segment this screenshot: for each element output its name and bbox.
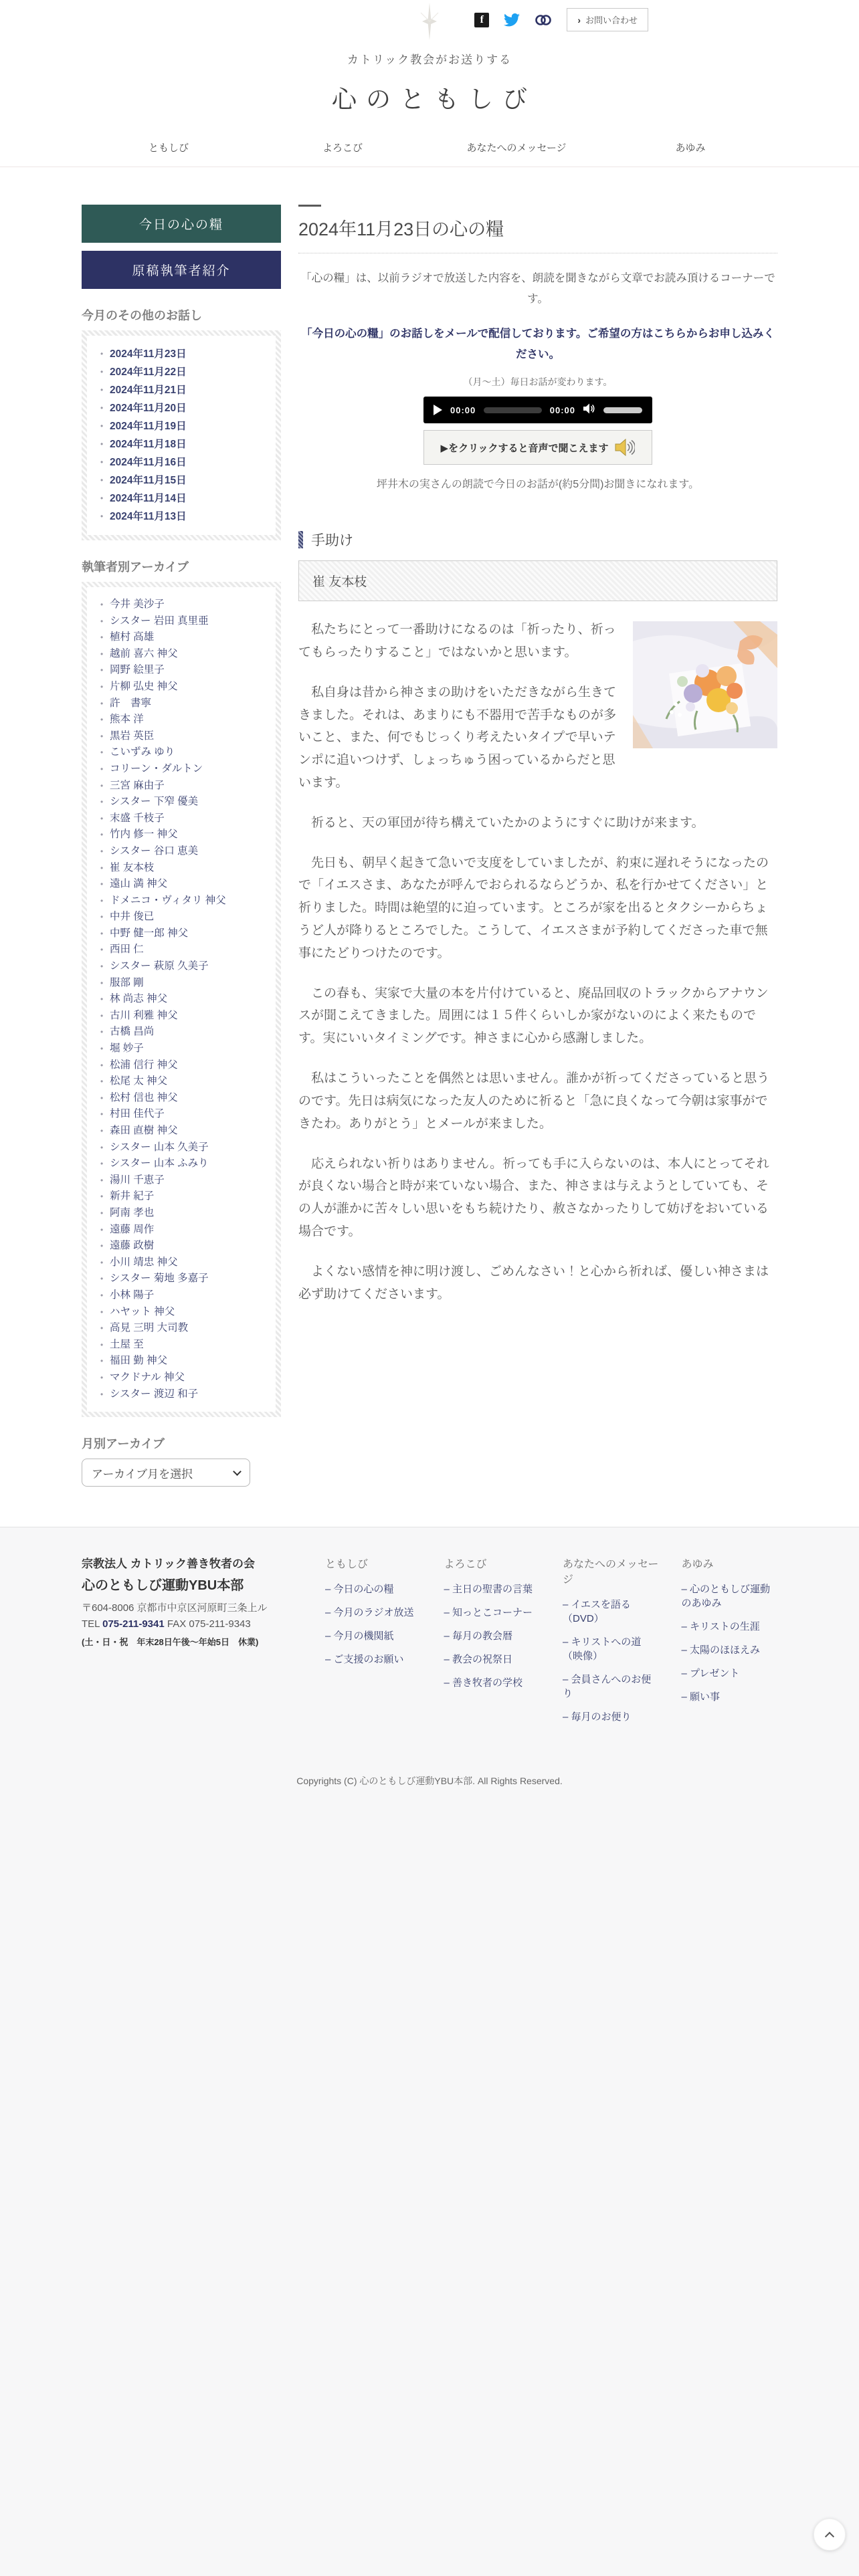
site-subtitle: カトリック教会がお送りする <box>347 53 512 66</box>
article-author-box <box>298 560 777 601</box>
audio-player[interactable] <box>423 397 652 423</box>
author-list-item <box>98 778 269 794</box>
author-list-item <box>98 1271 269 1287</box>
author-link[interactable]: 許 書寧 <box>110 697 152 709</box>
mail-signup-text[interactable]: 「今日の心の糧」のお話しをメールで配信しております。ご希望の方はこちらからお申し込みください。 <box>301 328 775 360</box>
org-address: 〒604-8006 京都市中京区河原町三条上ル <box>82 1602 268 1614</box>
author-link[interactable]: 三宮 麻由子 <box>110 779 165 791</box>
footer-link[interactable]: – イエスを語る（DVD） <box>563 1599 631 1624</box>
link-icon[interactable] <box>535 13 552 27</box>
footer-link[interactable]: – 毎月のお便り <box>563 1711 632 1723</box>
article-title <box>298 530 777 550</box>
footer-link-item <box>325 1628 421 1642</box>
footer-column-heading: あゆみ <box>681 1559 714 1571</box>
author-list-item <box>98 909 269 926</box>
article-paragraph: 私はこういったことを偶然とは思いません。誰かが祈ってくださっていると思うのです。先日は病気になった友人のために祈ると「急に良くなって今朝は家事ができたわ。ありがとう」とメールが来ました。 <box>298 1071 770 1131</box>
volume-bar[interactable] <box>603 407 642 413</box>
article-paragraph: 祈ると、天の軍団が待ち構えていたかのようにすぐに助けが来ます。 <box>298 815 704 830</box>
author-link[interactable]: 高見 三明 大司教 <box>110 1322 189 1334</box>
organization-info <box>82 1555 302 1733</box>
footer-link-item <box>325 1582 421 1596</box>
main-content <box>298 205 777 1487</box>
author-link[interactable]: 今井 美沙子 <box>110 599 165 610</box>
authors-intro-button[interactable]: 原稿執筆者紹介 <box>82 251 281 289</box>
author-list-item <box>98 958 269 975</box>
author-link[interactable]: 熊本 洋 <box>110 714 144 726</box>
author-link[interactable]: 片柳 弘史 神父 <box>110 680 178 692</box>
content-area <box>82 167 777 1527</box>
author-link[interactable]: 崔 友本枝 <box>110 861 155 873</box>
title-accent-bar <box>298 205 321 207</box>
author-list-item <box>98 843 269 860</box>
author-link[interactable]: マクドナル 神父 <box>110 1371 185 1383</box>
author-link[interactable]: 小川 靖忠 神父 <box>110 1256 178 1268</box>
author-link[interactable]: ドメニコ・ヴィタリ 神父 <box>110 894 226 906</box>
footer-link[interactable]: – 願い事 <box>682 1691 721 1703</box>
archive-select-value: アーカイブ月を選択 <box>92 1467 193 1481</box>
nav-item[interactable]: あゆみ <box>675 142 706 154</box>
footer-link-item <box>682 1642 778 1656</box>
author-link[interactable]: 植村 高雄 <box>110 631 155 643</box>
fax-label: FAX <box>167 1618 187 1630</box>
author-list-item <box>98 679 269 695</box>
footer-link[interactable]: – ご支援のお願い <box>325 1654 404 1665</box>
footer-link-item <box>325 1605 421 1619</box>
date-list-item <box>98 471 269 490</box>
seek-bar[interactable] <box>484 407 542 413</box>
author-list-item <box>98 1008 269 1025</box>
site-title: 心のともしび <box>332 86 537 113</box>
footer-link-item <box>563 1634 659 1662</box>
author-link[interactable]: 末盛 千枝子 <box>110 812 165 824</box>
footer-link-item <box>444 1582 541 1596</box>
author-list-box <box>82 582 281 1417</box>
footer-link-item <box>682 1689 778 1703</box>
author-link[interactable]: 村田 佳代子 <box>110 1108 165 1120</box>
author-list-item <box>98 1353 269 1370</box>
sidebar <box>82 205 281 1487</box>
org-name-line1: 宗教法人 カトリック善き牧者の会 <box>82 1558 256 1571</box>
author-list-item <box>98 1255 269 1271</box>
author-list-item <box>98 827 269 843</box>
speaker-icon[interactable] <box>583 403 595 417</box>
author-list-item <box>98 712 269 728</box>
author-list-item <box>98 942 269 958</box>
footer-link-item <box>682 1619 778 1633</box>
author-list-item <box>98 1106 269 1123</box>
author-link[interactable]: 森田 直樹 神父 <box>110 1125 178 1136</box>
author-link[interactable]: 松尾 太 神父 <box>110 1075 168 1087</box>
footer-link[interactable]: – キリストの生涯 <box>682 1621 760 1632</box>
author-list-item <box>98 876 269 893</box>
author-link[interactable]: こいずみ ゆり <box>110 746 175 758</box>
narration-note: 坪井木の実さんの朗読で今日のお話が(約5分間)お聞きになれます。 <box>376 479 700 491</box>
article-title-bar <box>298 531 303 548</box>
author-list-item <box>98 860 269 877</box>
business-hours: (土・日・祝 年末28日午後～年始5日 休業) <box>82 1636 259 1647</box>
author-link[interactable]: シスター 山本 ふみり <box>110 1158 209 1170</box>
author-list-item <box>98 613 269 630</box>
twitter-icon[interactable] <box>504 13 520 27</box>
date-list-item <box>98 490 269 508</box>
chevron-down-icon <box>233 1467 242 1476</box>
author-link[interactable]: 阿南 孝也 <box>110 1206 155 1218</box>
article-paragraph: 応えられない祈りはありません。祈っても手に入らないのは、本人にとってそれが良くない場合と時が来ていない場合、また、神さまは与えようとしていても、その人が誰かに苦々しい思いをもち続けたり、赦さなかったりして妨げをおいている場合です。 <box>298 1156 769 1239</box>
author-link[interactable]: シスター 渡辺 和子 <box>110 1388 199 1400</box>
author-list-item <box>98 1287 269 1304</box>
footer-link-item <box>444 1628 541 1642</box>
date-list-item <box>98 508 269 526</box>
date-list-box <box>82 330 281 540</box>
date-list-item <box>98 417 269 435</box>
tel-label: TEL <box>82 1618 100 1630</box>
speaker-yellow-icon <box>615 439 635 456</box>
author-archive-heading: 執筆者別アーカイブ <box>82 560 189 574</box>
sparkle-icon <box>414 3 445 43</box>
date-list-item <box>98 345 269 363</box>
footer-link-item <box>444 1605 541 1619</box>
footer-link[interactable]: – 毎月の教会暦 <box>444 1630 513 1642</box>
article-paragraph: この春も、実家で大量の本を片付けていると、廃品回収のトラックからアナウンスが聞こえてきました。周囲には１５件くらいしか家がないのによく来たものです。実にいいタイミングです。神さまに心から感謝しました。 <box>298 986 769 1046</box>
date-list-item <box>98 435 269 453</box>
footer-link-item <box>563 1597 659 1625</box>
tel-link[interactable]: 075-211-9341 <box>102 1618 165 1630</box>
footer-link[interactable]: – 今日の心の糧 <box>325 1584 394 1595</box>
footer-link-item <box>325 1652 421 1666</box>
author-list-item <box>98 975 269 992</box>
author-list-item <box>98 1205 269 1222</box>
author-link[interactable]: シスター 谷口 恵美 <box>110 845 199 857</box>
author-list-item <box>98 1172 269 1189</box>
footer-column-heading: あなたへのメッセージ <box>563 1559 659 1586</box>
author-link[interactable]: 服部 剛 <box>110 976 144 988</box>
author-link[interactable]: 古川 利雅 神父 <box>110 1009 178 1021</box>
footer-link[interactable]: – 知っとこコーナー <box>444 1607 533 1618</box>
article-paragraph: 私たちにとって一番助けになるのは「祈ったり、祈ってもらったりすること」ではないかと思います。 <box>298 623 616 659</box>
contact-button[interactable] <box>567 8 648 31</box>
author-link[interactable]: 遠藤 政樹 <box>110 1240 155 1252</box>
org-contact-numbers <box>82 1618 302 1630</box>
author-link[interactable]: 中井 俊已 <box>110 911 155 923</box>
author-link[interactable]: 小林 陽子 <box>110 1289 155 1301</box>
copyright: Copyrights (C) 心のともしび運動YBU本部. All Rights Reserved. <box>296 1776 563 1787</box>
author-list-item <box>98 1140 269 1156</box>
date-link[interactable]: 2024年11月18日 <box>110 439 187 450</box>
author-link[interactable]: 松浦 信行 神父 <box>110 1059 178 1071</box>
author-link[interactable]: 古橋 昌尚 <box>110 1026 155 1038</box>
fax-number: 075-211-9343 <box>189 1618 251 1630</box>
author-link[interactable]: 林 尚志 神父 <box>110 993 168 1005</box>
author-link[interactable]: 西田 仁 <box>110 944 144 956</box>
author-list-item <box>98 991 269 1008</box>
player-help-box <box>423 430 652 465</box>
footer-column-yorokobi <box>421 1555 541 1733</box>
author-list-item <box>98 1222 269 1239</box>
footer-link[interactable]: – 主日の聖書の言葉 <box>444 1584 533 1595</box>
page-title: 2024年11月23日の心の糧 <box>298 215 777 253</box>
article-paragraph: よくない感情を神に明け渡し、ごめんなさい！と心から祈れば、優しい神さまは必ず助けてくださいます。 <box>298 1264 769 1301</box>
author-link[interactable]: シスター 菊地 多嘉子 <box>110 1273 209 1285</box>
date-list-item <box>98 453 269 471</box>
author-link[interactable]: シスター 山本 久美子 <box>110 1141 209 1153</box>
footer-link-item <box>563 1672 659 1700</box>
footer-column-heading: よろこび <box>444 1559 487 1571</box>
site-header <box>0 0 859 167</box>
scroll-to-top-button[interactable] <box>814 2518 846 2551</box>
author-list-item <box>98 1238 269 1255</box>
author-link[interactable]: 黒岩 英臣 <box>110 730 155 742</box>
contact-label: お問い合わせ <box>585 15 638 25</box>
date-list-item <box>98 399 269 417</box>
footer-link-item <box>444 1675 541 1689</box>
author-list-item <box>98 695 269 712</box>
footer-link[interactable]: – 今月のラジオ放送 <box>325 1607 414 1618</box>
author-link[interactable]: 越前 喜六 神父 <box>110 647 178 659</box>
footer-link[interactable]: – 今月の機関紙 <box>325 1630 394 1642</box>
author-link[interactable]: 湯川 千恵子 <box>110 1174 165 1186</box>
footer-link[interactable]: – プレゼント <box>682 1668 740 1679</box>
org-name-line2: 心のともしび運動YBU本部 <box>82 1578 244 1593</box>
author-list-item <box>98 1057 269 1074</box>
author-list-item <box>98 761 269 778</box>
monthly-archive-heading: 月別アーカイブ <box>82 1437 165 1451</box>
date-list-item <box>98 363 269 381</box>
chevron-up-icon <box>825 2531 834 2541</box>
author-link[interactable]: 遠藤 周作 <box>110 1223 155 1235</box>
player-help-text: ▶をクリックすると音声で聞こえます <box>440 442 609 454</box>
article-title-text: 手助け <box>311 533 353 549</box>
footer-link-item <box>682 1666 778 1680</box>
footer-link[interactable]: – 会員さんへのお便り <box>563 1674 651 1699</box>
author-list-item <box>98 1156 269 1172</box>
main-nav <box>0 132 859 167</box>
author-link[interactable]: 福田 勤 神父 <box>110 1355 168 1367</box>
footer-column-tomoshibi <box>302 1555 421 1733</box>
author-list-item <box>98 1188 269 1205</box>
author-link[interactable]: 土屋 至 <box>110 1338 144 1350</box>
footer-link-item <box>563 1709 659 1723</box>
author-link[interactable]: 竹内 修一 神父 <box>110 829 178 841</box>
date-link[interactable]: 2024年11月13日 <box>110 511 187 522</box>
site-footer <box>0 1527 859 2576</box>
article-author: 崔 友本枝 <box>312 575 367 590</box>
date-link[interactable]: 2024年11月20日 <box>110 403 187 414</box>
author-list-item <box>98 662 269 679</box>
article-paragraph: 私自身は昔から神さまの助けをいただきながら生きてきました。それは、あまりにも不器用で苦手なものが多いこと、また、何でもじっくり考えたいタイプで早いテンポに追いつけず、しょっちゅう困っているからだと思います。 <box>298 685 617 790</box>
footer-link[interactable]: – 太陽のほほえみ <box>682 1644 761 1656</box>
footer-link[interactable]: – 心のともしび運動のあゆみ <box>682 1584 771 1609</box>
date-link[interactable]: 2024年11月15日 <box>110 475 187 486</box>
author-list-item <box>98 728 269 745</box>
author-list-item <box>98 1370 269 1386</box>
author-link[interactable]: コリーン・ダルトン <box>110 762 203 774</box>
footer-link[interactable]: – 教会の祝祭日 <box>444 1654 513 1665</box>
duration: 00:00 <box>549 405 575 415</box>
article-image <box>633 621 777 748</box>
date-link[interactable]: 2024年11月19日 <box>110 421 187 432</box>
date-link[interactable]: 2024年11月14日 <box>110 493 187 504</box>
footer-link[interactable]: – キリストへの道（映像） <box>563 1636 641 1662</box>
author-list-item <box>98 1123 269 1140</box>
date-link[interactable]: 2024年11月23日 <box>110 348 187 360</box>
author-list-item <box>98 1024 269 1041</box>
author-link[interactable]: ハヤット 神父 <box>110 1305 175 1317</box>
author-list-item <box>98 646 269 663</box>
article-body <box>298 619 777 1323</box>
current-time: 00:00 <box>450 405 476 415</box>
chevron-right-icon: › <box>577 14 581 25</box>
footer-column-ayumi <box>659 1555 778 1733</box>
author-list-item <box>98 629 269 646</box>
author-list-item <box>98 597 269 613</box>
footer-column-message <box>540 1555 659 1733</box>
footer-link[interactable]: – 善き牧者の学校 <box>444 1677 523 1689</box>
schedule-note: （月～土）毎日お話が変わります。 <box>463 377 613 388</box>
nav-item[interactable]: よろこび <box>322 142 363 154</box>
author-link[interactable]: 岡野 絵里子 <box>110 664 165 676</box>
date-link[interactable]: 2024年11月21日 <box>110 385 187 396</box>
facebook-icon[interactable]: f <box>474 13 489 27</box>
author-list-item <box>98 744 269 761</box>
author-link[interactable]: シスター 萩原 久美子 <box>110 960 209 972</box>
author-list-item <box>98 1320 269 1337</box>
author-list-item <box>98 1386 269 1403</box>
author-link[interactable]: 松村 信也 神父 <box>110 1091 178 1103</box>
author-link[interactable]: 中野 健一郎 神父 <box>110 927 189 939</box>
author-list-item <box>98 1090 269 1107</box>
nav-item[interactable]: ともしび <box>148 142 189 154</box>
author-list-item <box>98 811 269 827</box>
nav-item[interactable]: あなたへのメッセージ <box>466 142 567 154</box>
author-link[interactable]: 堀 妙子 <box>110 1043 144 1055</box>
author-link[interactable]: シスター 下窄 優美 <box>110 796 199 808</box>
archive-month-select[interactable] <box>82 1459 250 1487</box>
date-link[interactable]: 2024年11月16日 <box>110 457 187 468</box>
author-link[interactable]: シスター 岩田 真里亜 <box>110 615 209 627</box>
footer-link-item <box>682 1582 778 1610</box>
author-link[interactable]: 遠山 満 神父 <box>110 878 168 890</box>
article-paragraph: 先日も、朝早く起きて急いで支度をしていましたが、約束に遅れそうになったので「イエスさま、あなたが呼んでおられるならどうか、私を行かせてください」と祈りました。時間は絶望的に迫っています。ところが家を出るとタクシーからちょうど人が降りるところでした。こうして、イエスさまが予約してくださった車で無事にたどりつけたのです。 <box>298 855 769 960</box>
intro-text: 「心の糧」は、以前ラジオで放送した内容を、朗読を聞きながら文章でお読み頂けるコーナーです。 <box>300 272 775 305</box>
article <box>298 530 777 1323</box>
author-link[interactable]: 新井 紀子 <box>110 1190 155 1202</box>
author-list-item <box>98 1073 269 1090</box>
date-list-item <box>98 381 269 399</box>
footer-column-heading: ともしび <box>325 1559 369 1571</box>
author-list-item <box>98 926 269 942</box>
author-list-item <box>98 1304 269 1321</box>
monthly-talks-heading: 今月のその他のお話し <box>82 309 202 322</box>
todays-food-button[interactable]: 今日の心の糧 <box>82 205 281 243</box>
author-list-item <box>98 893 269 909</box>
author-list-item <box>98 794 269 811</box>
date-link[interactable]: 2024年11月22日 <box>110 366 187 378</box>
play-icon[interactable] <box>434 405 442 415</box>
author-list-item <box>98 1337 269 1354</box>
author-list-item <box>98 1041 269 1057</box>
footer-link-item <box>444 1652 541 1666</box>
